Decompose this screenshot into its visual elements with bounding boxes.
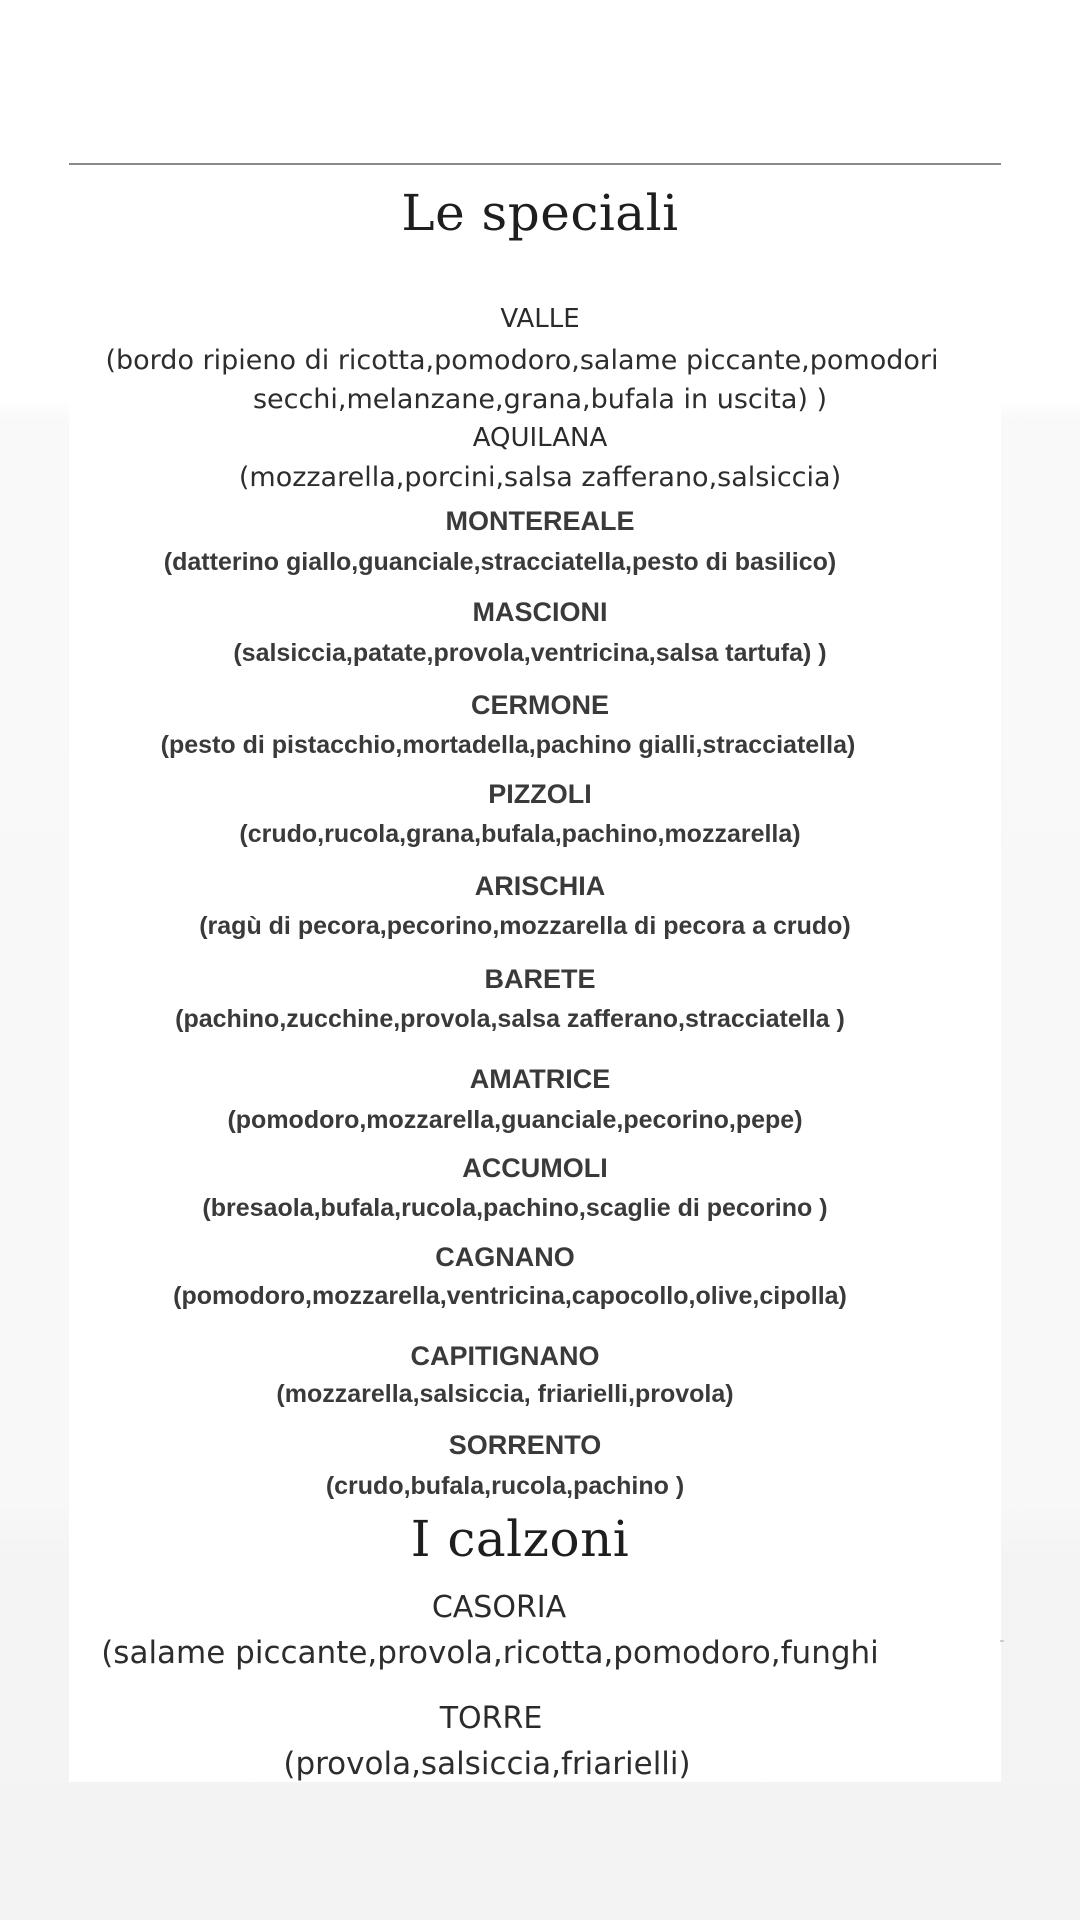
menu-item-name: MONTEREALE (445, 506, 635, 536)
menu-item-name: MASCIONI (472, 597, 608, 627)
menu-item-description: (salame piccante,provola,ricotta,pomodoro,funghi (101, 1635, 879, 1671)
menu-item-name: CAGNANO (435, 1242, 575, 1272)
menu-item-name: TORRE (439, 1701, 543, 1736)
menu-item-name: PIZZOLI (488, 779, 592, 809)
menu-item-description: (crudo,rucola,grana,bufala,pachino,mozzarella) (239, 820, 801, 848)
menu-item-name: SORRENTO (448, 1430, 602, 1460)
menu-item-description: (pomodoro,mozzarella,guanciale,pecorino,pepe) (227, 1106, 803, 1134)
menu-item-name: ARISCHIA (474, 871, 606, 901)
menu-item-description: (pomodoro,mozzarella,ventricina,capocollo,olive,cipolla) (173, 1282, 847, 1310)
menu-item-name: BARETE (484, 964, 596, 994)
menu-item-description: (ragù di pecora,pecorino,mozzarella di pecora a crudo) (199, 912, 851, 940)
menu-item-name: CERMONE (470, 690, 609, 720)
menu-item-description: (bresaola,bufala,rucola,pachino,scaglie di pecorino ) (202, 1194, 828, 1222)
menu-item-description: (pesto di pistacchio,mortadella,pachino gialli,stracciatella) (160, 731, 856, 759)
menu-item-name: CASORIA (431, 1590, 567, 1625)
menu-item-description: (bordo ripieno di ricotta,pomodoro,salame piccante,pomodori (105, 345, 939, 376)
menu-item-description: (pachino,zucchine,provola,salsa zafferano,stracciatella ) (175, 1005, 845, 1033)
section-title-specials: Le speciali (401, 184, 679, 242)
menu-item-description: (salsiccia,patate,provola,ventricina,salsa tartufa) ) (233, 639, 827, 667)
menu-item-description: (provola,salsiccia,friarielli) (283, 1746, 691, 1782)
menu-item-description: secchi,melanzane,grana,bufala in uscita) ) (252, 384, 828, 415)
menu-item-description: (mozzarella,porcini,salsa zafferano,salsiccia) (238, 462, 842, 493)
section-title-calzoni: I calzoni (410, 1510, 630, 1568)
menu-item-description: (datterino giallo,guanciale,stracciatella,pesto di basilico) (163, 548, 837, 576)
menu-item-name: AMATRICE (469, 1064, 611, 1094)
menu-item-name: VALLE (500, 304, 580, 334)
menu-item-name: CAPITIGNANO (410, 1341, 600, 1371)
menu-item-name: ACCUMOLI (462, 1153, 608, 1183)
menu-item-name: AQUILANA (472, 423, 608, 453)
menu-item-description: (mozzarella,salsiccia, friarielli,provola) (276, 1380, 734, 1408)
menu-item-description: (crudo,bufala,rucola,pachino ) (325, 1472, 685, 1500)
